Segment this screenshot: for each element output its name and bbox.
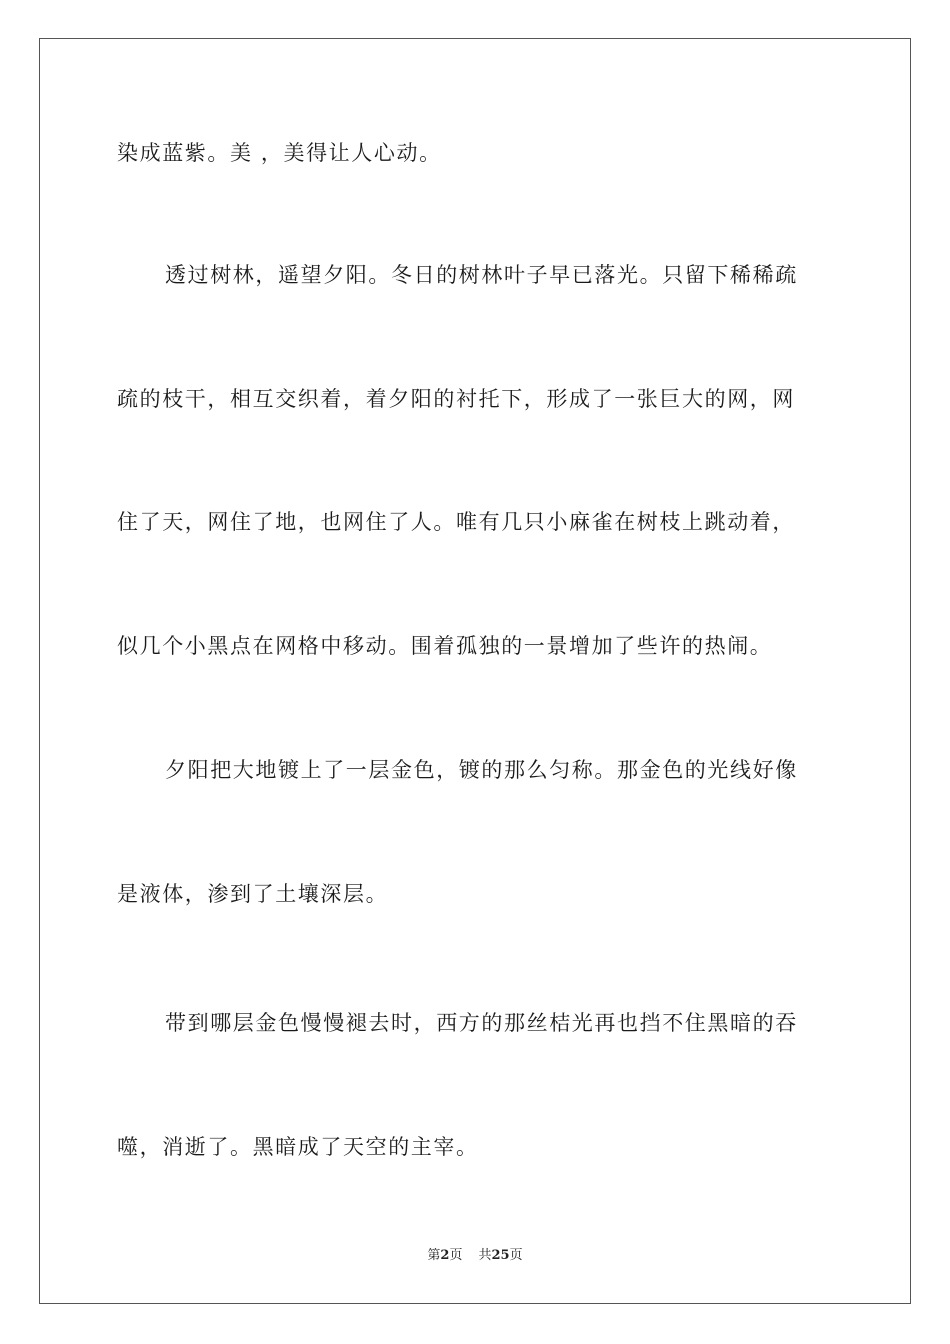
paragraph-line: 住了天，网住了地，也网住了人。唯有几只小麻雀在树枝上跳动着， [117, 510, 795, 534]
paragraph-line: 是液体，渗到了土壤深层。 [117, 882, 389, 906]
page-prefix: 第 [427, 1248, 441, 1263]
paragraph-line: 疏的枝干，相互交织着，着夕阳的衬托下，形成了一张巨大的网，网 [117, 387, 795, 411]
page-footer [0, 1247, 950, 1265]
paragraph-line: 带到哪层金色慢慢褪去时，西方的那丝桔光再也挡不住黑暗的吞 [165, 1011, 798, 1035]
paragraph-line: 噬，消逝了。黑暗成了天空的主宰。 [117, 1135, 479, 1159]
page-border [39, 38, 911, 1304]
paragraph-line: 染成蓝紫。美 ，美得让人心动。 [117, 141, 442, 165]
page-suffix: 页 [449, 1248, 463, 1263]
paragraph-line: 似几个小黑点在网格中移动。围着孤独的一景增加了些许的热闹。 [117, 634, 773, 658]
total-pages: 25 [491, 1248, 510, 1263]
paragraph-line: 透过树林，遥望夕阳。冬日的树林叶子早已落光。只留下稀稀疏 [165, 263, 798, 287]
page-number: 2 [440, 1248, 450, 1263]
paragraph-line: 夕阳把大地镀上了一层金色，镀的那么匀称。那金色的光线好像 [165, 758, 798, 782]
total-prefix: 共 [478, 1248, 492, 1263]
total-suffix: 页 [509, 1248, 523, 1263]
